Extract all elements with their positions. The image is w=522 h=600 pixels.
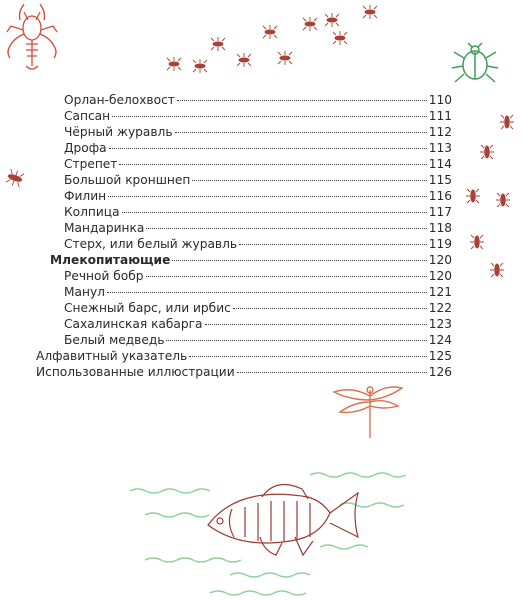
toc-entry-page: 119 — [428, 237, 452, 251]
toc-entry[interactable] — [64, 188, 452, 204]
dot-leader — [237, 372, 427, 373]
toc-entry-label: Стрепет — [64, 157, 118, 171]
toc-entry-label: Чёрный журавль — [64, 125, 173, 139]
toc-entry-page: 111 — [428, 109, 452, 123]
toc-entry-label: Млекопитающие — [50, 253, 171, 267]
toc-entry[interactable] — [64, 156, 452, 172]
toc-entry[interactable] — [64, 92, 452, 108]
toc-entry[interactable] — [64, 236, 452, 252]
toc-entry-label: Дрофа — [64, 141, 107, 155]
toc-entry-label: Снежный барс, или ирбис — [64, 301, 231, 315]
toc-entry-label: Речной бобр — [64, 269, 144, 283]
dot-leader — [166, 340, 426, 341]
dot-leader — [119, 164, 426, 165]
toc-entry-label: Мандаринка — [64, 221, 145, 235]
dot-leader — [146, 228, 426, 229]
dot-leader — [108, 196, 427, 197]
toc-entry[interactable] — [64, 332, 452, 348]
toc-entry-page: 112 — [428, 125, 452, 139]
toc-entry-page: 126 — [428, 365, 452, 379]
dot-leader — [172, 260, 426, 261]
toc-entry-label: Сапсан — [64, 109, 111, 123]
toc-entry-page: 120 — [428, 253, 452, 267]
dot-leader — [109, 148, 427, 149]
toc-entry-page: 122 — [428, 301, 452, 315]
toc-entry-page: 121 — [428, 285, 452, 299]
toc-entry-page: 110 — [428, 93, 452, 107]
dot-leader — [112, 116, 427, 117]
toc-entry[interactable] — [36, 348, 452, 364]
dot-leader — [189, 356, 427, 357]
toc-entry-page: 113 — [428, 141, 452, 155]
toc-entry[interactable] — [64, 300, 452, 316]
toc-entry[interactable] — [64, 220, 452, 236]
toc-entry-label: Колпица — [64, 205, 120, 219]
toc-entry-page: 124 — [428, 333, 452, 347]
toc-entry-label: Использованные иллюстрации — [36, 365, 235, 379]
toc-entry-label: Орлан-белохвост — [64, 93, 175, 107]
toc-entry-label: Стерх, или белый журавль — [64, 237, 238, 251]
toc-entry[interactable] — [64, 108, 452, 124]
dot-leader — [177, 100, 427, 101]
dot-leader — [122, 212, 427, 213]
dot-leader — [192, 180, 426, 181]
dot-leader — [146, 276, 427, 277]
toc-entry[interactable] — [64, 268, 452, 284]
toc-entry[interactable] — [64, 204, 452, 220]
dot-leader — [233, 308, 427, 309]
dot-leader — [205, 324, 427, 325]
toc-entry-label: Большой кроншнеп — [64, 173, 191, 187]
toc-entry[interactable] — [64, 284, 452, 300]
toc-entry[interactable] — [64, 172, 452, 188]
toc-entry-label: Белый медведь — [64, 333, 165, 347]
toc-entry-label: Алфавитный указатель — [36, 349, 188, 363]
toc-entry-label: Филин — [64, 189, 107, 203]
toc-entry[interactable] — [36, 364, 452, 380]
toc-entry-page: 118 — [428, 221, 452, 235]
toc-entry[interactable] — [64, 316, 452, 332]
toc-entry-page: 120 — [428, 269, 452, 283]
toc-entry[interactable] — [64, 140, 452, 156]
fish-illustration — [200, 475, 370, 570]
toc-entry-page: 115 — [428, 173, 452, 187]
toc-entry[interactable] — [64, 124, 452, 140]
toc-entry-page: 114 — [428, 157, 452, 171]
dot-leader — [107, 292, 427, 293]
dot-leader — [175, 132, 427, 133]
toc-entry-page: 116 — [428, 189, 452, 203]
toc-entry-page: 125 — [428, 349, 452, 363]
dragonfly-illustration — [330, 382, 405, 442]
toc-entry-page: 123 — [428, 317, 452, 331]
toc-entry-label: Сахалинская кабарга — [64, 317, 203, 331]
toc-section-heading[interactable] — [50, 252, 452, 268]
dot-leader — [239, 244, 427, 245]
toc-entry-label: Манул — [64, 285, 105, 299]
toc-entry-page: 117 — [428, 205, 452, 219]
